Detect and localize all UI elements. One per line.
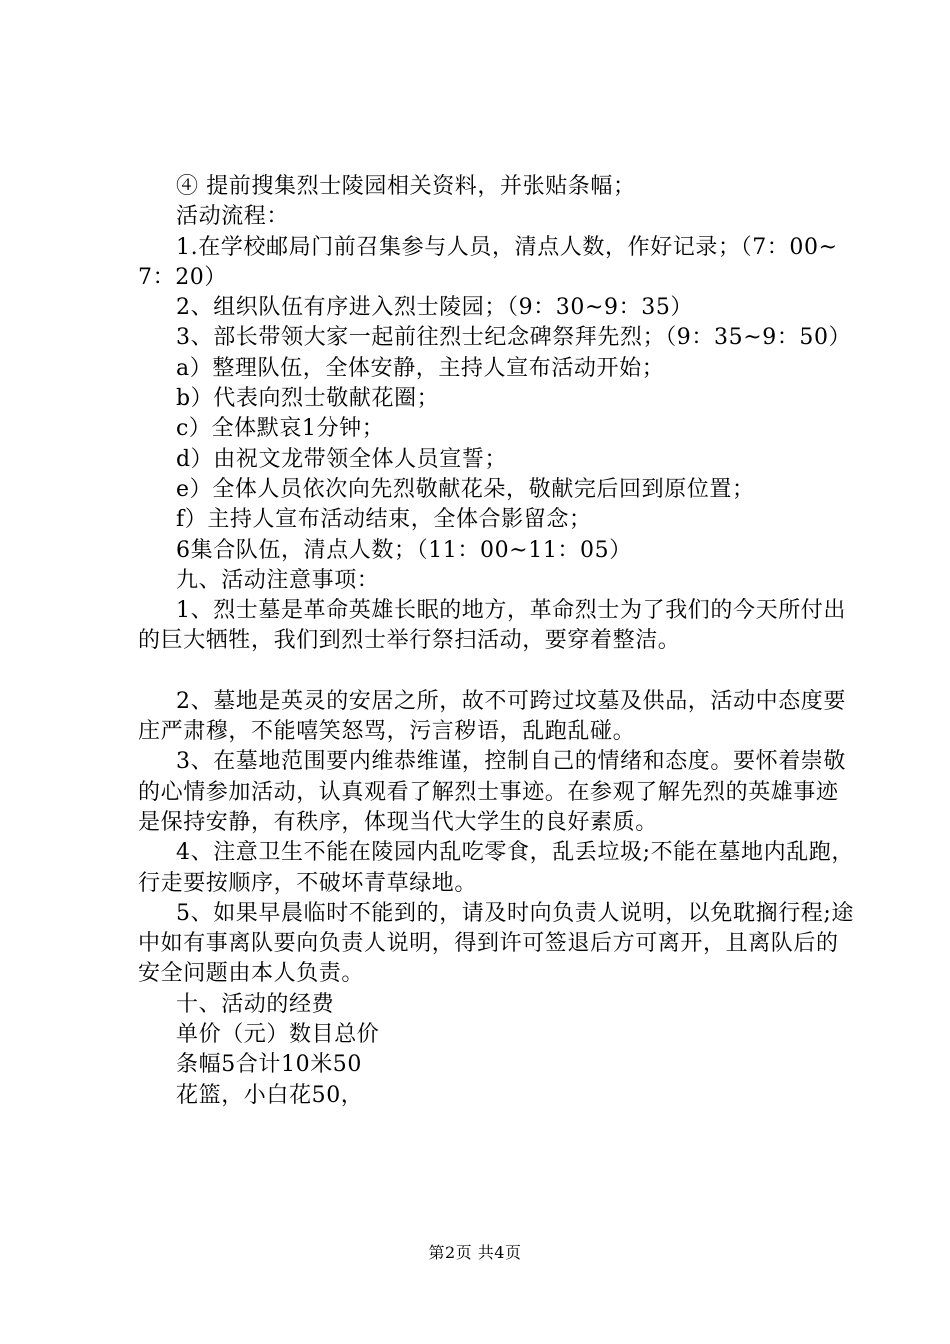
paragraph-step-1: 1.在学校邮局门前召集参与人员，清点人数，作好记录；（7：00~7：20） [138, 234, 838, 290]
paragraph-note-5: 5、如果早晨临时不能到的，请及时向负责人说明，以免耽搁行程;途中如有事离队要向负责人说明，得到许可签退后方可离开，且离队后的安全问题由本人负责。 [138, 900, 855, 987]
paragraph-substep-b: b）代表向烈士敬献花圈； [176, 386, 440, 412]
paragraph-step-2: 2、组织队伍有序进入烈士陵园；（9：30~9：35） [176, 295, 694, 321]
paragraph-substep-f: f）主持人宣布活动结束，全体合影留念； [176, 507, 592, 533]
paragraph-spacer [138, 657, 854, 687]
budget-row-banner: 条幅5合计10米50 [176, 1052, 362, 1078]
paragraph-prep-item-4: ④ 提前搜集烈士陵园相关资料，并张贴条幅； [176, 174, 636, 199]
paragraph-step-3: 3、部长带领大家一起前往烈士纪念碑祭拜先烈；（9：35~9：50） [176, 325, 852, 351]
budget-header-row: 单价（元）数目总价 [176, 1022, 380, 1048]
paragraph-substep-d: d）由祝文龙带领全体人员宣誓； [176, 446, 508, 472]
section-heading-budget: 十、活动的经费 [176, 991, 335, 1017]
paragraph-substep-c: c）全体默哀1分钟； [176, 416, 385, 442]
document-body [138, 172, 854, 1111]
page-footer: 第2页 共4页 [428, 1243, 522, 1262]
paragraph-note-3: 3、在墓地范围要内维恭维谨，控制自己的情绪和态度。要怀着崇敬的心情参加活动，认真观看了解烈士事迹。在参观了解先烈的英雄事迹是保持安静，有秩序，体现当代大学生的良好素质。 [138, 749, 846, 835]
paragraph-step-6: 6集合队伍，清点人数；（11：00~11：05） [176, 537, 632, 563]
paragraph-note-1: 1、烈士墓是革命英雄长眠的地方，革命烈士为了我们的今天所付出的巨大牺牲，我们到烈士举行祭扫活动，要穿着整洁。 [138, 598, 846, 654]
paragraph-process-heading: 活动流程： [176, 204, 290, 230]
paragraph-note-4: 4、注意卫生不能在陵园内乱吃零食，乱丢垃圾;不能在墓地内乱跑，行走要按顺序，不破坏青草绿地。 [138, 840, 855, 896]
paragraph-substep-a: a）整理队伍，全体安静，主持人宣布活动开始； [176, 355, 665, 381]
paragraph-substep-e: e）全体人员依次向先烈敬献花朵，敬献完后回到原位置； [176, 476, 755, 502]
paragraph-note-2: 2、墓地是英灵的安居之所，故不可跨过坟墓及供品，活动中态度要庄严肃穆，不能嘻笑怒骂，污言秽语，乱跑乱碰。 [138, 688, 846, 745]
budget-row-flowers: 花篮，小白花50， [176, 1082, 364, 1108]
section-heading-notes: 九、活动注意事项： [176, 567, 380, 593]
